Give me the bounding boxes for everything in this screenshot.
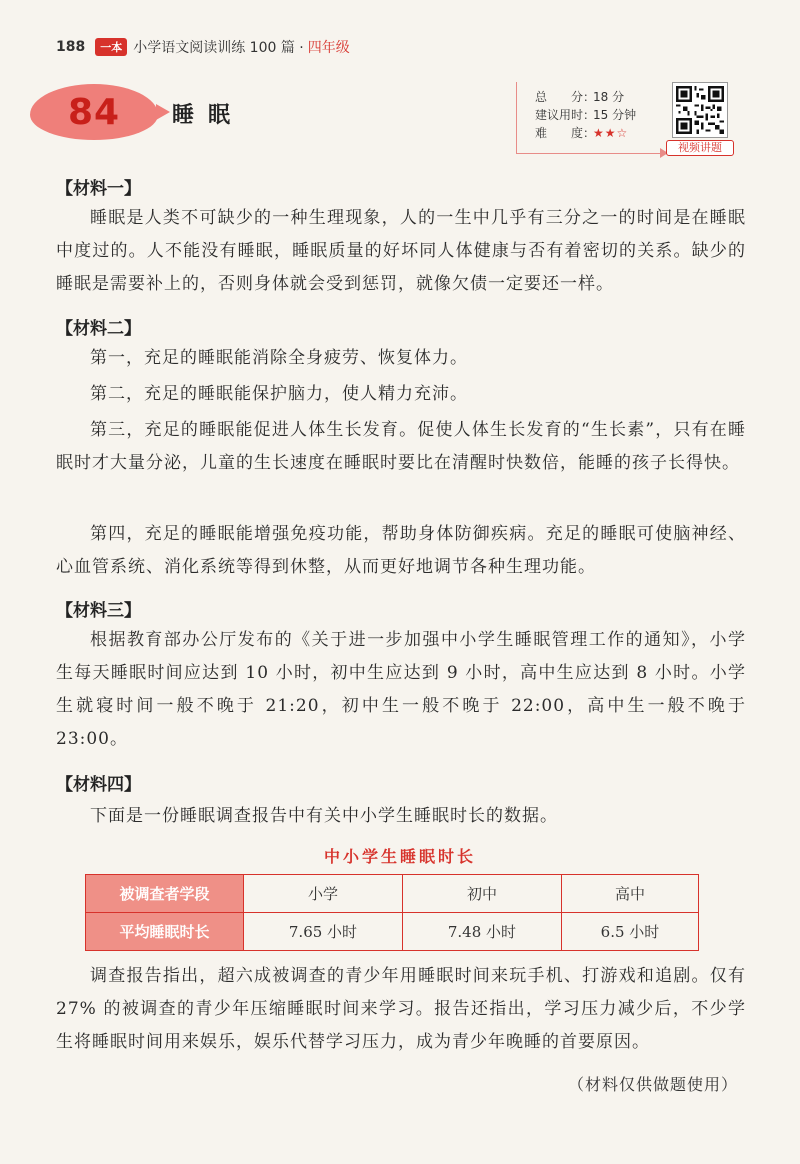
table-row bbox=[86, 875, 699, 913]
difficulty-label: 难 度： bbox=[535, 126, 596, 140]
book-title: 小学语文阅读训练 100 篇 · bbox=[133, 40, 304, 56]
suggested-time-value: 15 分钟 bbox=[593, 108, 637, 122]
total-score-value: 18 分 bbox=[593, 90, 625, 104]
table-cell: 初中 bbox=[402, 875, 561, 913]
table-row bbox=[86, 913, 699, 951]
suggested-time-row bbox=[535, 106, 662, 124]
material-2-point-1: 第一，充足的睡眠能消除全身疲劳、恢复体力。 bbox=[90, 348, 468, 368]
info-box bbox=[516, 82, 662, 154]
material-1-text: 睡眠是人类不可缺少的一种生理现象，人的一生中几乎有三分之一的时间是在睡眠中度过的。人不能没有睡眠，睡眠质量的好坏同人体健康与否有着密切的关系。缺少的睡眠是需要补上的，否则身体就会受到惩罚，就像欠债一定要还一样。 bbox=[56, 208, 746, 294]
difficulty-row bbox=[535, 124, 662, 142]
table-title: 中小学生睡眠时长 bbox=[323, 847, 476, 866]
video-explain-label[interactable]: 视频讲题 bbox=[666, 140, 734, 156]
lesson-title: 睡眠 bbox=[172, 103, 245, 128]
material-2-point-4: 第四，充足的睡眠能增强免疫功能，帮助身体防御疾病。充足的睡眠可使脑神经、心血管系统、消化系统等得到休整，从而更好地调节各种生理功能。 bbox=[56, 524, 746, 577]
material-2-point-2: 第二，充足的睡眠能保护脑力，使人精力充沛。 bbox=[90, 384, 468, 404]
material-1-heading: 【材料一】 bbox=[56, 179, 141, 199]
material-2-heading: 【材料二】 bbox=[56, 319, 141, 339]
grade-label: 四年级 bbox=[307, 40, 350, 56]
material-4-after-text: 调查报告指出，超六成被调查的青少年用睡眠时间来玩手机、打游戏和追剧。仅有 27% 的被调查的青少年压缩睡眠时间来学习。报告还指出，学习压力减少后，不少学生将睡眠时间用来娱乐，娱乐代替学习压力，成为青少年晚睡的首要原因。 bbox=[56, 966, 746, 1052]
table-cell: 7.48 小时 bbox=[402, 913, 561, 951]
table-cell: 高中 bbox=[561, 875, 698, 913]
material-3-text: 根据教育部办公厅发布的《关于进一步加强中小学生睡眠管理工作的通知》，小学生每天睡眠时间应达到 10 小时，初中生应达到 9 小时，高中生应达到 8 小时。小学生就寝时间一般不晚于 21:20，初中生一般不晚于 22:00，高中生一般不晚于 23:00。 bbox=[56, 630, 746, 749]
difficulty-stars: ★★☆ bbox=[593, 126, 629, 140]
row-header-duration: 平均睡眠时长 bbox=[86, 913, 244, 951]
table-cell: 6.5 小时 bbox=[561, 913, 698, 951]
table-cell: 小学 bbox=[244, 875, 403, 913]
suggested-time-label: 建议用时： bbox=[535, 108, 596, 122]
material-4-heading: 【材料四】 bbox=[56, 775, 141, 795]
sleep-duration-table bbox=[85, 874, 699, 951]
brand-logo: 一本 bbox=[95, 38, 127, 56]
material-2-point-3: 第三，充足的睡眠能促进人体生长发育。促使人体生长发育的“生长素”，只有在睡眠时才大量分泌，儿童的生长速度在睡眠时要比在清醒时快数倍，能睡的孩子长得快。 bbox=[56, 420, 746, 473]
running-header bbox=[56, 36, 350, 58]
qr-code-icon[interactable] bbox=[672, 82, 728, 138]
row-header-stage: 被调查者学段 bbox=[86, 875, 244, 913]
material-3-heading: 【材料三】 bbox=[56, 601, 141, 621]
total-score-row bbox=[535, 88, 662, 106]
lesson-number-badge bbox=[30, 84, 158, 140]
material-4-intro: 下面是一份睡眠调查报告中有关中小学生睡眠时长的数据。 bbox=[90, 806, 558, 826]
lesson-number: 84 bbox=[67, 91, 121, 133]
total-score-label: 总 分： bbox=[535, 90, 596, 104]
page-number: 188 bbox=[56, 39, 86, 55]
table-cell: 7.65 小时 bbox=[244, 913, 403, 951]
usage-note: （材料仅供做题使用） bbox=[567, 1075, 738, 1094]
